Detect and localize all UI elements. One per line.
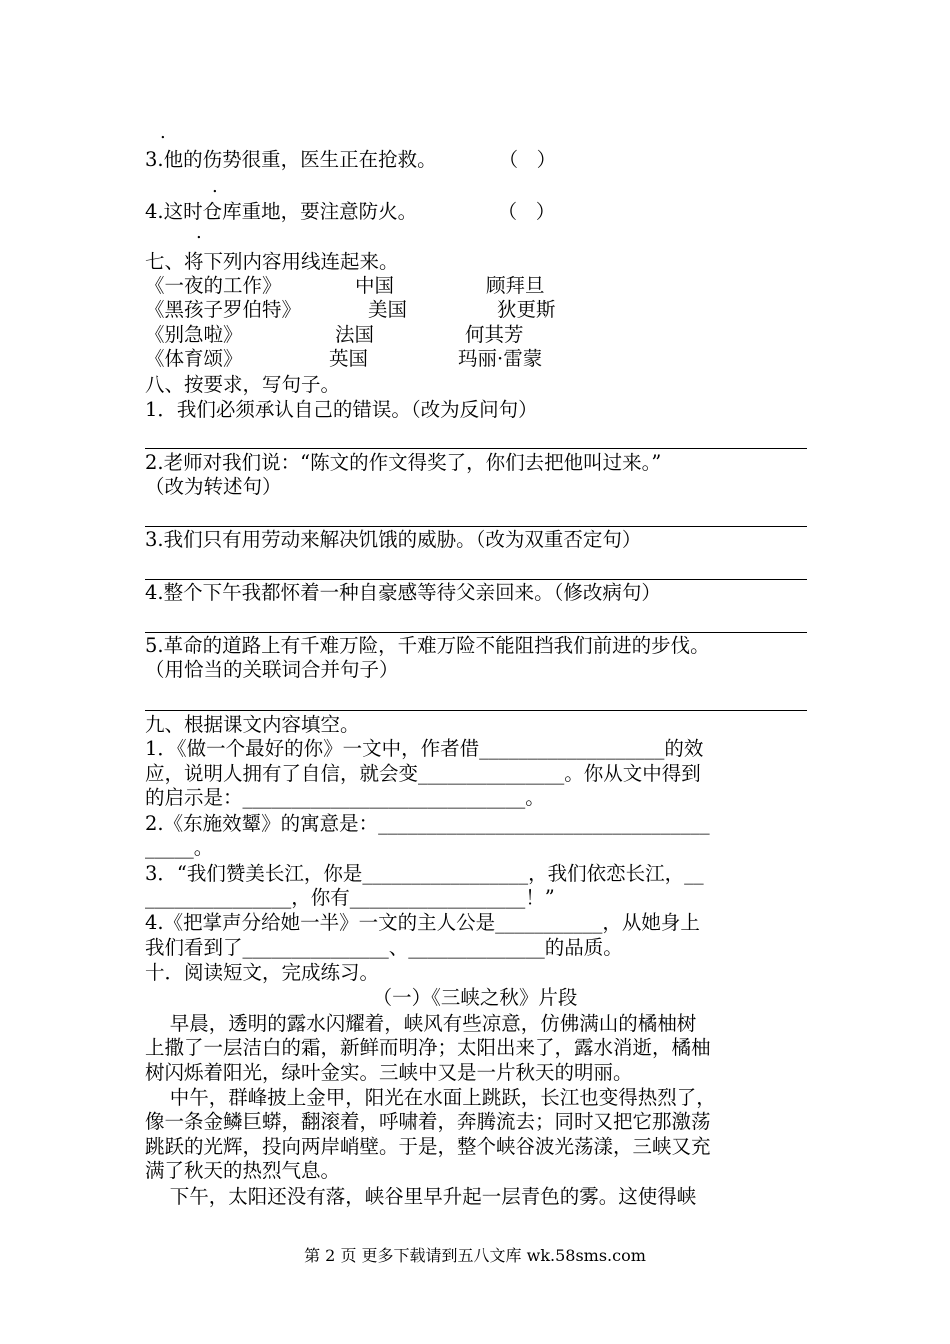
match-title-3: 《别急啦》 — [145, 323, 243, 346]
answer-line[interactable] — [145, 632, 807, 633]
emphasis-dot: . — [196, 222, 202, 243]
passage-paragraph-2-line-3: 跳跃的光辉，投向两岸峭壁。于是，整个峡谷波光荡漾，三峡又充 — [145, 1135, 711, 1158]
emphasis-dot: . — [160, 122, 166, 143]
question-8-2: 2.老师对我们说：“陈文的作文得奖了，你们去把他叫过来。” — [145, 451, 662, 474]
section-8-heading: 八、按要求，写句子。 — [145, 373, 341, 396]
question-8-2-note: （改为转述句） — [145, 475, 282, 498]
passage-paragraph-1-line-3: 树闪烁着阳光，绿叶金实。三峡中又是一片秋天的明丽。 — [145, 1061, 633, 1084]
question-9-1-line-2: 应，说明人拥有了自信，就会变_______________。你从文中得到 — [145, 762, 701, 785]
question-6-4: 4.这时仓库重地，要注意防火。 （ ） — [145, 200, 556, 223]
answer-line[interactable] — [145, 710, 807, 711]
answer-line[interactable] — [145, 579, 807, 580]
emphasis-dot: . — [212, 176, 218, 197]
match-author-2: 狄更斯 — [497, 298, 556, 321]
passage-paragraph-2-line-2: 像一条金鳞巨蟒，翻滚着，呼啸着，奔腾流去；同时又把它那激荡 — [145, 1110, 711, 1133]
match-title-1: 《一夜的工作》 — [145, 274, 282, 297]
passage-paragraph-2-line-4: 满了秋天的热烈气息。 — [145, 1159, 341, 1182]
question-8-3: 3.我们只有用劳动来解决饥饿的威胁。（改为双重否定句） — [145, 528, 642, 551]
question-9-1-line-3: 的启示是：_____________________________。 — [145, 786, 545, 809]
match-title-4: 《体育颂》 — [145, 347, 243, 370]
question-8-5-note: （用恰当的关联词合并句子） — [145, 658, 399, 681]
passage-paragraph-3-line-1: 下午，太阳还没有落，峡谷里早升起一层青色的雾。这使得峡 — [145, 1185, 697, 1208]
match-title-2: 《黑孩子罗伯特》 — [145, 298, 302, 321]
question-9-2-line-1: 2.《东施效颦》的寓意是：__________________________________ — [145, 812, 710, 835]
question-8-4: 4.整个下午我都怀着一种自豪感等待父亲回来。（修改病句） — [145, 581, 661, 604]
match-author-3: 何其芳 — [465, 323, 524, 346]
passage-paragraph-2-line-1: 中午，群峰披上金甲，阳光在水面上跳跃，长江也变得热烈了， — [145, 1086, 716, 1109]
match-country-4: 英国 — [329, 347, 369, 370]
section-7-heading: 七、将下列内容用线连起来。 — [145, 250, 399, 273]
match-author-1: 顾拜旦 — [486, 274, 545, 297]
passage-title: （一）《三峡之秋》片段 — [372, 986, 578, 1009]
question-9-4-line-2: 我们看到了_______________、______________的品质。 — [145, 936, 623, 959]
question-9-3-line-1: 3．“我们赞美长江，你是_________________，我们依恋长江，__ — [145, 862, 704, 885]
question-6-3: 3.他的伤势很重，医生正在抢救。 （ ） — [145, 148, 557, 171]
question-8-1: 1．我们必须承认自己的错误。（改为反问句） — [145, 398, 538, 421]
passage-paragraph-1-line-2: 上撒了一层洁白的霜，新鲜而明净；太阳出来了，露水消逝，橘柚 — [145, 1036, 711, 1059]
passage-paragraph-1-line-1: 早晨，透明的露水闪耀着，峡风有些凉意，仿佛满山的橘柚树 — [145, 1012, 697, 1035]
section-10-heading: 十．阅读短文，完成练习。 — [145, 961, 380, 984]
answer-line[interactable] — [145, 526, 807, 527]
match-author-4: 玛丽·雷蒙 — [458, 347, 543, 370]
answer-line[interactable] — [145, 448, 807, 449]
question-9-3-line-2: _______________，你有__________________！” — [145, 886, 555, 909]
question-9-4-line-1: 4.《把掌声分给她一半》一文的主人公是___________，从她身上 — [145, 911, 700, 934]
page-footer: 第 2 页 更多下载请到五八文库 wk.58sms.com — [304, 1246, 646, 1265]
question-9-1-line-1: 1．《做一个最好的你》一文中，作者借___________________的效 — [145, 737, 704, 760]
question-8-5: 5.革命的道路上有千难万险，千难万险不能阻挡我们前进的步伐。 — [145, 634, 710, 657]
section-9-heading: 九、根据课文内容填空。 — [145, 713, 360, 736]
match-country-3: 法国 — [335, 323, 375, 346]
question-9-2-line-2: _____。 — [145, 836, 214, 859]
match-country-1: 中国 — [355, 274, 395, 297]
match-country-2: 美国 — [368, 298, 408, 321]
